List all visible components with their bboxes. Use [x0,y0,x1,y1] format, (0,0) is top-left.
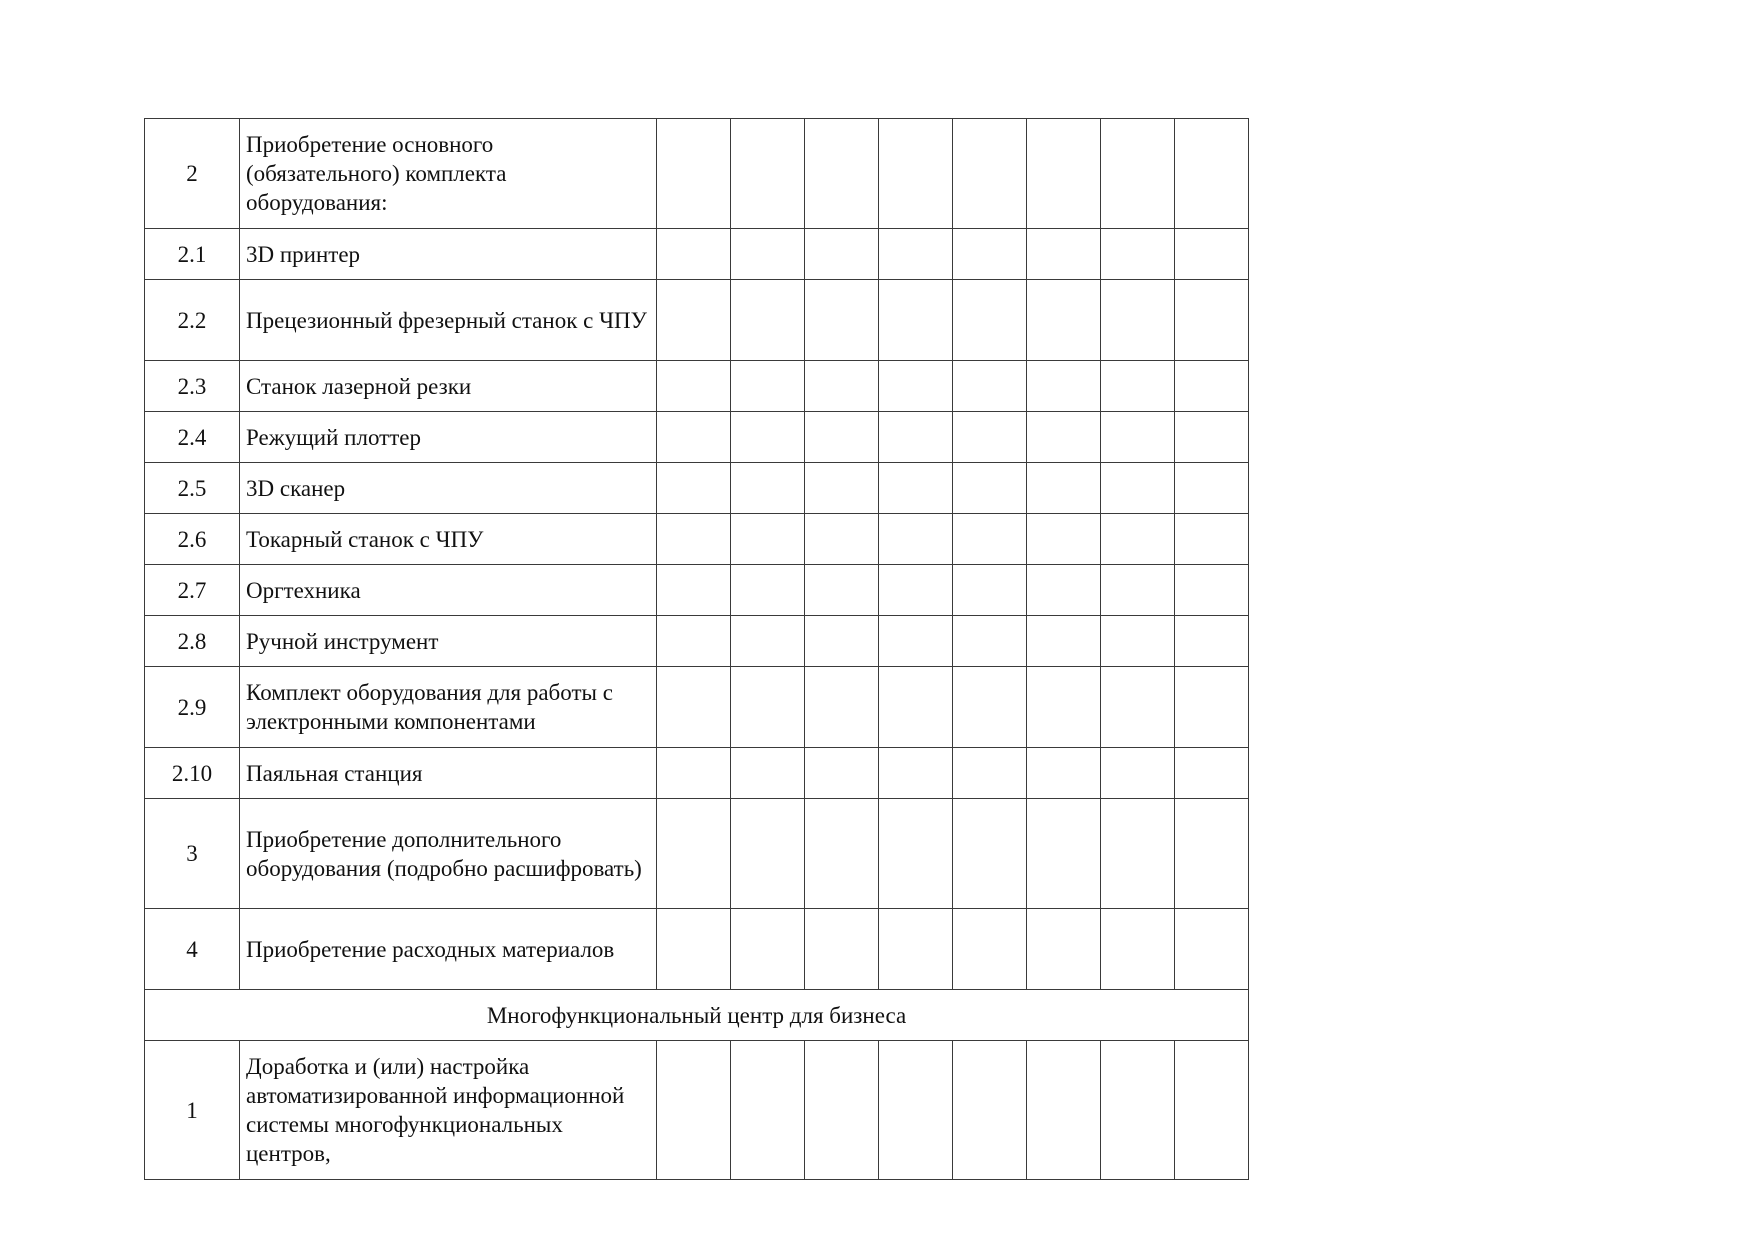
empty-cell [657,514,731,565]
table-row [145,616,1249,667]
empty-cell [953,616,1027,667]
empty-cell [879,463,953,514]
empty-cell [953,119,1027,229]
empty-cell [1101,799,1175,909]
empty-cell [657,119,731,229]
empty-cell [805,229,879,280]
row-name: Приобретение дополнительного оборудования (подробно расшифровать) [240,799,657,909]
empty-cell [1027,280,1101,361]
empty-cell [1101,229,1175,280]
empty-cell [1101,909,1175,990]
empty-cell [953,1041,1027,1180]
empty-cell [1175,514,1249,565]
empty-cell [1027,412,1101,463]
row-name: Приобретение расходных материалов [240,909,657,990]
table-row [145,667,1249,748]
empty-cell [879,909,953,990]
empty-cell [1175,463,1249,514]
table-row [145,463,1249,514]
empty-cell [1027,514,1101,565]
empty-cell [805,565,879,616]
empty-cell [1175,1041,1249,1180]
table-row [145,748,1249,799]
empty-cell [879,119,953,229]
empty-cell [805,748,879,799]
empty-cell [1101,748,1175,799]
row-name: Доработка и (или) настройка автоматизированной информационной системы многофункциональных центров, [240,1041,657,1180]
table-row [145,799,1249,909]
empty-cell [805,361,879,412]
row-name: Приобретение основного (обязательного) комплекта оборудования: [240,119,657,229]
section-header: Многофункциональный центр для бизнеса [145,990,1249,1041]
empty-cell [1027,361,1101,412]
row-name: Токарный станок с ЧПУ [240,514,657,565]
empty-cell [1027,229,1101,280]
empty-cell [953,361,1027,412]
empty-cell [879,1041,953,1180]
row-name: Станок лазерной резки [240,361,657,412]
table-row [145,119,1249,229]
row-name: Ручной инструмент [240,616,657,667]
empty-cell [657,280,731,361]
row-number: 2.2 [145,280,240,361]
empty-cell [805,616,879,667]
empty-cell [1101,463,1175,514]
section-header-row [145,990,1249,1041]
row-number: 2.9 [145,667,240,748]
row-number: 2.3 [145,361,240,412]
empty-cell [953,748,1027,799]
empty-cell [731,361,805,412]
empty-cell [1027,616,1101,667]
empty-cell [657,667,731,748]
empty-cell [1027,909,1101,990]
empty-cell [1175,412,1249,463]
empty-cell [1175,748,1249,799]
table-row [145,412,1249,463]
empty-cell [1027,667,1101,748]
row-name: 3D принтер [240,229,657,280]
empty-cell [879,514,953,565]
row-number: 1 [145,1041,240,1180]
empty-cell [657,799,731,909]
empty-cell [879,799,953,909]
empty-cell [657,463,731,514]
budget-table [144,118,1249,1180]
empty-cell [731,514,805,565]
empty-cell [731,748,805,799]
empty-cell [731,119,805,229]
empty-cell [805,667,879,748]
table-row [145,909,1249,990]
empty-cell [731,616,805,667]
empty-cell [657,909,731,990]
row-name: Прецезионный фрезерный станок с ЧПУ [240,280,657,361]
row-number: 2.1 [145,229,240,280]
empty-cell [953,412,1027,463]
row-number: 4 [145,909,240,990]
empty-cell [1175,667,1249,748]
row-number: 2.5 [145,463,240,514]
empty-cell [1101,616,1175,667]
row-name: Оргтехника [240,565,657,616]
row-name: Режущий плоттер [240,412,657,463]
empty-cell [953,280,1027,361]
row-number: 2.8 [145,616,240,667]
empty-cell [879,667,953,748]
row-number: 2.7 [145,565,240,616]
table-row [145,514,1249,565]
table-row [145,565,1249,616]
empty-cell [879,616,953,667]
row-number: 2 [145,119,240,229]
empty-cell [1175,280,1249,361]
empty-cell [657,616,731,667]
empty-cell [657,412,731,463]
empty-cell [805,412,879,463]
empty-cell [1101,565,1175,616]
empty-cell [657,229,731,280]
empty-cell [805,463,879,514]
empty-cell [879,748,953,799]
row-number: 2.4 [145,412,240,463]
empty-cell [879,280,953,361]
empty-cell [1027,463,1101,514]
row-name: 3D сканер [240,463,657,514]
empty-cell [1101,119,1175,229]
empty-cell [879,361,953,412]
table-row [145,280,1249,361]
empty-cell [805,119,879,229]
empty-cell [731,412,805,463]
empty-cell [805,909,879,990]
table-row [145,361,1249,412]
empty-cell [805,1041,879,1180]
table-row [145,1041,1249,1180]
row-name: Паяльная станция [240,748,657,799]
empty-cell [1101,514,1175,565]
empty-cell [879,565,953,616]
empty-cell [1175,616,1249,667]
empty-cell [879,229,953,280]
empty-cell [1101,1041,1175,1180]
empty-cell [953,799,1027,909]
empty-cell [805,280,879,361]
empty-cell [657,748,731,799]
empty-cell [1027,748,1101,799]
empty-cell [731,1041,805,1180]
empty-cell [1175,565,1249,616]
empty-cell [731,463,805,514]
empty-cell [1101,667,1175,748]
empty-cell [1175,119,1249,229]
empty-cell [953,667,1027,748]
empty-cell [805,799,879,909]
empty-cell [953,463,1027,514]
empty-cell [731,799,805,909]
row-number: 2.6 [145,514,240,565]
empty-cell [805,514,879,565]
empty-cell [731,565,805,616]
empty-cell [657,1041,731,1180]
empty-cell [1175,361,1249,412]
empty-cell [1027,565,1101,616]
empty-cell [1175,799,1249,909]
empty-cell [731,667,805,748]
row-number: 2.10 [145,748,240,799]
empty-cell [1027,119,1101,229]
row-number: 3 [145,799,240,909]
empty-cell [657,361,731,412]
empty-cell [731,909,805,990]
empty-cell [953,909,1027,990]
empty-cell [953,229,1027,280]
empty-cell [1101,280,1175,361]
empty-cell [1027,799,1101,909]
empty-cell [1175,229,1249,280]
empty-cell [879,412,953,463]
empty-cell [657,565,731,616]
empty-cell [1175,909,1249,990]
empty-cell [953,514,1027,565]
row-name: Комплект оборудования для работы с электронными компонентами [240,667,657,748]
empty-cell [953,565,1027,616]
empty-cell [1101,412,1175,463]
table-row [145,229,1249,280]
empty-cell [1101,361,1175,412]
empty-cell [731,229,805,280]
empty-cell [731,280,805,361]
empty-cell [1027,1041,1101,1180]
